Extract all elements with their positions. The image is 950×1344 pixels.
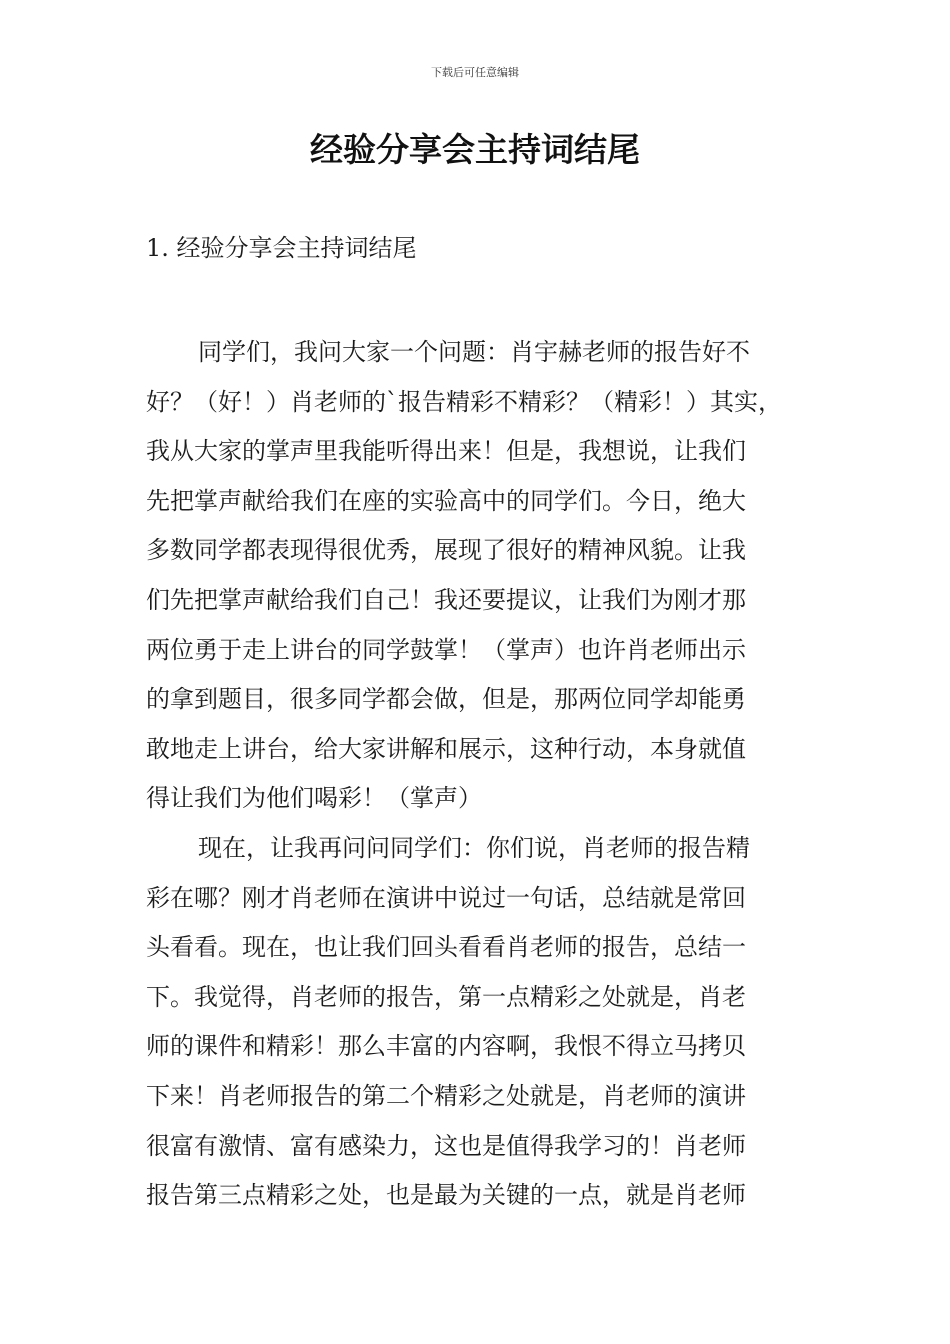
paragraph-2 — [146, 824, 816, 1221]
section-heading: 1. 经验分享会主持词结尾 — [146, 234, 417, 262]
body-text — [146, 328, 816, 1221]
paragraph-line: 报告第三点精彩之处，也是最为关键的一点，就是肖老师 — [146, 1181, 746, 1210]
paragraph-line: 两位勇于走上讲台的同学鼓掌！（掌声）也许肖老师出示 — [146, 635, 746, 664]
paragraph-line: 们先把掌声献给我们自己！我还要提议，让我们为刚才那 — [146, 585, 746, 614]
paragraph-line: 头看看。现在，也让我们回头看看肖老师的报告，总结一 — [146, 933, 746, 962]
paragraph-line: 的拿到题目，很多同学都会做，但是，那两位同学却能勇 — [146, 685, 746, 714]
paragraph-1 — [146, 328, 816, 824]
document-title: 经验分享会主持词结尾 — [310, 130, 640, 169]
paragraph-line: 彩在哪？刚才肖老师在演讲中说过一句话，总结就是常回 — [146, 883, 746, 912]
paragraph-line: 先把掌声献给我们在座的实验高中的同学们。今日，绝大 — [146, 486, 746, 515]
paragraph-line: 下来！肖老师报告的第二个精彩之处就是，肖老师的演讲 — [146, 1081, 746, 1110]
paragraph-line: 师的课件和精彩！那么丰富的内容啊，我恨不得立马拷贝 — [146, 1032, 746, 1061]
paragraph-line: 同学们，我问大家一个问题：肖宇赫老师的报告好不 — [198, 338, 750, 366]
paragraph-line: 多数同学都表现得很优秀，展现了很好的精神风貌。让我 — [146, 536, 746, 565]
page-header-note: 下载后可任意编辑 — [431, 66, 519, 79]
paragraph-line: 我从大家的掌声里我能听得出来！但是，我想说，让我们 — [146, 437, 746, 466]
paragraph-line: 现在，让我再问问同学们：你们说，肖老师的报告精 — [198, 833, 750, 862]
paragraph-line: 得让我们为他们喝彩！（掌声） — [146, 784, 482, 813]
paragraph-line: 敢地走上讲台，给大家讲解和展示，这种行动，本身就值 — [146, 734, 746, 763]
paragraph-line: 很富有激情、富有感染力，这也是值得我学习的！肖老师 — [146, 1131, 746, 1160]
paragraph-line: 下。我觉得，肖老师的报告，第一点精彩之处就是，肖老 — [146, 982, 746, 1011]
paragraph-line: 好？（好！）肖老师的`报告精彩不精彩？（精彩！）其实， — [146, 387, 782, 416]
